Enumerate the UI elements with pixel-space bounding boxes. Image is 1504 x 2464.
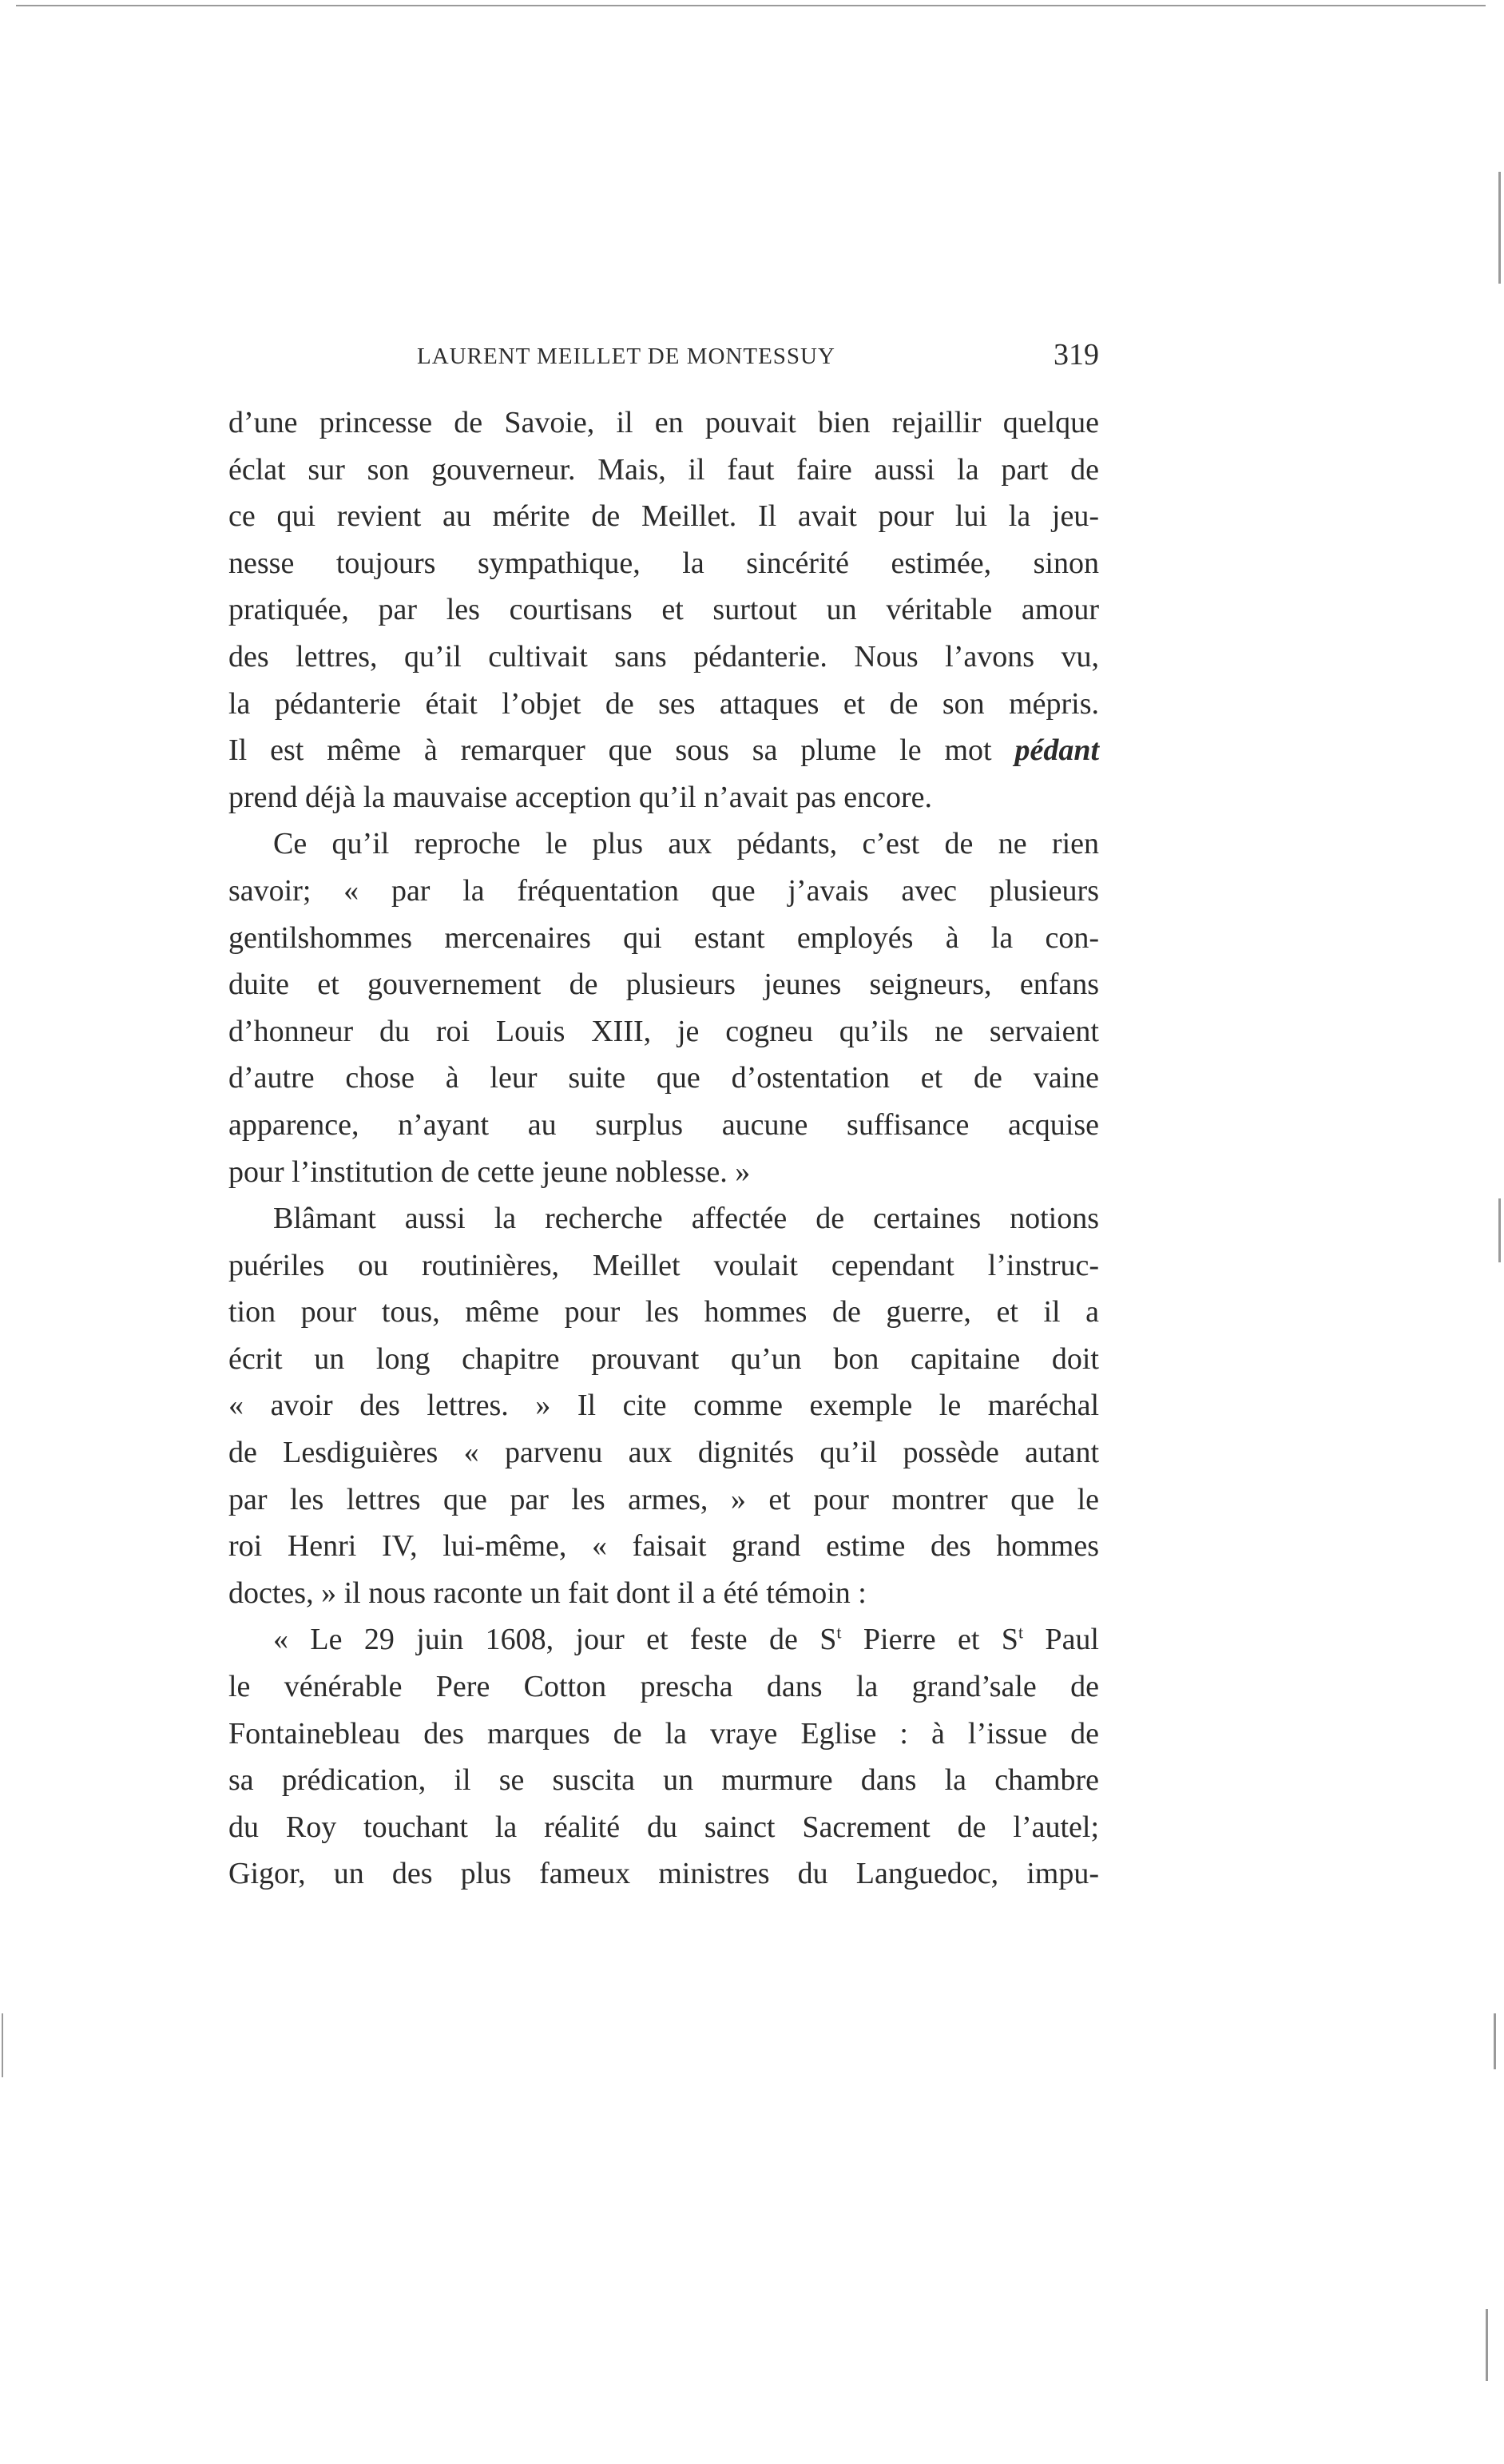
- scan-left-edge-mark: [2, 2013, 3, 2077]
- text-line: Ce qu’il reproche le plus aux pédants, c’est de ne rien: [273, 827, 1099, 861]
- superscript: t: [1018, 1622, 1024, 1643]
- text-line: sa prédication, il se suscita un murmure dans la chambre: [228, 1763, 1099, 1798]
- body-text: [228, 399, 1099, 1898]
- text-line: [228, 727, 1099, 774]
- text-line: doctes, » il nous raconte un fait dont il a été témoin :: [228, 1576, 867, 1610]
- scan-top-rule: [16, 5, 1486, 6]
- text-line: prend déjà la mauvaise acception qu’il n’avait pas encore.: [228, 780, 932, 814]
- text-line: tion pour tous, même pour les hommes de guerre, et il a: [228, 1295, 1099, 1329]
- text-line: le vénérable Pere Cotton prescha dans la grand’sale de: [228, 1670, 1099, 1704]
- text-line: puériles ou routinières, Meillet voulait cependant l’instruc-: [228, 1248, 1099, 1282]
- text-line: d’honneur du roi Louis XIII, je cogneu qu’ils ne servaient: [228, 1014, 1099, 1048]
- scan-right-edge-mark: [1494, 2013, 1496, 2069]
- text-line: de Lesdiguières « parvenu aux dignités qu’il possède autant: [228, 1436, 1099, 1470]
- text-line: apparence, n’ayant au surplus aucune suffisance acquise: [228, 1107, 1099, 1142]
- text-line: d’une princesse de Savoie, il en pouvait bien rejaillir quelque: [228, 406, 1099, 439]
- text-line: savoir; « par la fréquentation que j’avais avec plusieurs: [228, 873, 1099, 908]
- scan-right-edge-mark: [1498, 172, 1501, 284]
- italic-word: pédant: [1014, 733, 1100, 768]
- text-line: pratiquée, par les courtisans et surtout un véritable amour: [228, 593, 1099, 627]
- superscript: t: [836, 1622, 842, 1643]
- text-line: duite et gouvernement de plusieurs jeunes seigneurs, enfans: [228, 968, 1099, 1002]
- text-line: par les lettres que par les armes, » et pour montrer que le: [228, 1482, 1099, 1516]
- text-line: Fontainebleau des marques de la vraye Eglise : à l’issue de: [228, 1716, 1099, 1751]
- text-line: roi Henri IV, lui-même, « faisait grand estime des hommes: [228, 1529, 1099, 1564]
- text-line: la pédanterie était l’objet de ses attaques et de son mépris.: [228, 686, 1099, 721]
- running-title: LAURENT MEILLET DE MONTESSUY: [417, 344, 835, 369]
- text-line-start: Il est même à remarquer que sous sa plume le mot: [228, 733, 992, 768]
- text-line: des lettres, qu’il cultivait sans pédanterie. Nous l’avons vu,: [228, 639, 1099, 674]
- text-line: éclat sur son gouverneur. Mais, il faut faire aussi la part de: [228, 452, 1099, 487]
- text-line-end: Paul: [1023, 1623, 1099, 1657]
- text-line: « avoir des lettres. » Il cite comme exemple le maréchal: [228, 1389, 1099, 1423]
- text-line: Blâmant aussi la recherche affectée de certaines notions: [273, 1202, 1099, 1236]
- text-line: Gigor, un des plus fameux ministres du Languedoc, impu-: [228, 1857, 1099, 1891]
- text-line: pour l’institution de cette jeune noblesse. »: [228, 1155, 751, 1189]
- text-line: [228, 1616, 1099, 1663]
- page-number: 319: [1054, 338, 1099, 372]
- text-line-middle: Pierre et S: [841, 1623, 1018, 1657]
- text-line: du Roy touchant la réalité du sainct Sacrement de l’autel;: [228, 1810, 1099, 1844]
- text-line-start: « Le 29 juin 1608, jour et feste de S: [273, 1623, 837, 1657]
- running-head: [228, 336, 1099, 384]
- scan-right-edge-mark: [1498, 1198, 1501, 1262]
- text-line: gentilshommes mercenaires qui estant employés à la con-: [228, 920, 1099, 955]
- text-line: nesse toujours sympathique, la sincérité estimée, sinon: [228, 546, 1099, 580]
- scan-right-edge-mark: [1486, 2309, 1488, 2381]
- text-line: d’autre chose à leur suite que d’ostentation et de vaine: [228, 1061, 1099, 1095]
- text-line: écrit un long chapitre prouvant qu’un bon capitaine doit: [228, 1341, 1099, 1376]
- text-line: ce qui revient au mérite de Meillet. Il avait pour lui la jeu-: [228, 499, 1099, 534]
